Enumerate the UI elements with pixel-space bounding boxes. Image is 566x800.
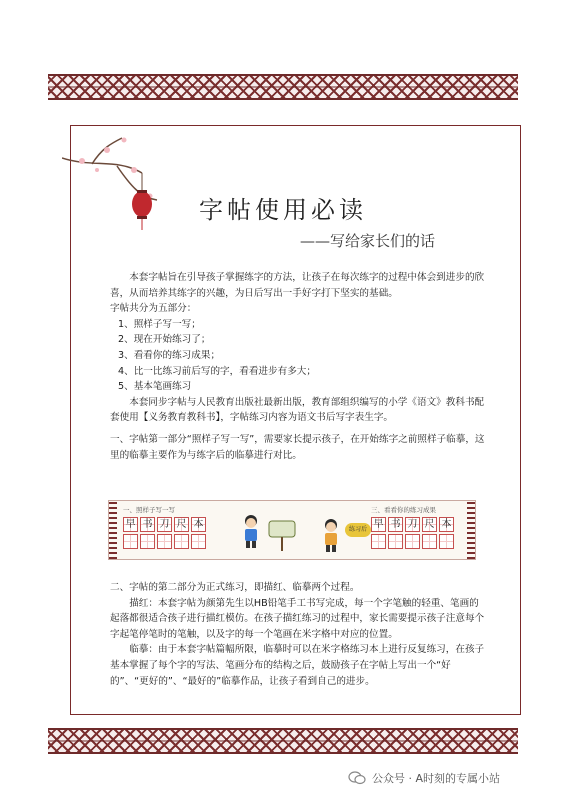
practice-cell xyxy=(140,534,155,549)
practice-cell xyxy=(422,534,437,549)
practice-right-label: 三、看看你的练习成果 xyxy=(371,506,436,514)
page-title: 字帖使用必读 xyxy=(199,196,367,224)
practice-cell xyxy=(157,534,172,549)
part-item: 3、看看你的练习成果； xyxy=(118,349,221,361)
practice-sign-text: 练习后 xyxy=(345,523,371,537)
part-item: 4、比一比练习前后写的字，看看进步有多大； xyxy=(118,365,316,377)
child-figure-icon xyxy=(237,513,265,549)
practice-char: 尺 xyxy=(422,517,437,532)
practice-cell xyxy=(123,534,138,549)
practice-char: 尺 xyxy=(174,517,189,532)
section-2-heading: 二、字帖的第二部分为正式练习，即描红、临摹两个过程。 xyxy=(110,582,360,593)
linmo-paragraph: 临摹：由于本套字帖篇幅所限，临摹时可以在米字格练习本上进行反复练习，在孩子基本掌握了每个字的写法、笔画分布的结构之后，鼓励孩子在字帖上写出一个“好的”、“更好的”、“最好的”临摹作品，让孩子看到自己的进步。 xyxy=(110,644,485,687)
practice-cell xyxy=(174,534,189,549)
practice-char: 刀 xyxy=(157,517,172,532)
practice-char: 本 xyxy=(439,517,454,532)
practice-cell xyxy=(191,534,206,549)
part-item: 1、照样子写一写； xyxy=(118,318,201,330)
body-text-lower xyxy=(110,580,486,689)
footer-watermark xyxy=(348,770,500,786)
child-figure-icon xyxy=(317,517,345,553)
parts-heading: 字帖共分为五部分： xyxy=(110,303,197,315)
section-1-text: 一、字帖第一部分“照样子写一写”，需要家长提示孩子，在开始练字之前照样子临摹，这里的临摹主要作为与练字后的临摹进行对比。 xyxy=(110,433,485,461)
practice-char: 本 xyxy=(191,517,206,532)
practice-before xyxy=(123,505,208,549)
sign-board-icon xyxy=(267,519,297,551)
practice-cell xyxy=(439,534,454,549)
practice-char: 早 xyxy=(123,517,138,532)
practice-illustration xyxy=(108,500,476,560)
practice-char: 书 xyxy=(140,517,155,532)
practice-char: 早 xyxy=(371,517,386,532)
part-item: 5、基本笔画练习 xyxy=(118,381,192,393)
practice-after xyxy=(371,505,456,549)
decorative-border-bottom xyxy=(48,728,518,754)
practice-left-label: 一、照样子写一写 xyxy=(123,506,175,514)
practice-char: 刀 xyxy=(405,517,420,532)
practice-cell xyxy=(405,534,420,549)
intro-paragraph: 本套字帖旨在引导孩子掌握练字的方法，让孩子在每次练字的过程中体会到进步的欣喜，从而培养其练字的兴趣，为日后写出一手好字打下坚实的基础。 xyxy=(110,272,485,299)
footer-text: 公众号 · A时刻的专属小站 xyxy=(372,772,501,785)
practice-char: 书 xyxy=(388,517,403,532)
page-subtitle: ——写给家长们的话 xyxy=(300,232,436,250)
practice-cell xyxy=(371,534,386,549)
edition-note: 本套同步字帖与人民教育出版社最新出版，教育部组织编写的小学《语文》教科书配套使用【义务教育教科书】，字帖练习内容为语文书后写字表生字。 xyxy=(110,396,485,424)
part-item: 2、现在开始练习了； xyxy=(118,334,211,346)
wechat-icon xyxy=(348,771,366,785)
body-text xyxy=(110,270,486,463)
decorative-border-top xyxy=(48,74,518,100)
practice-cell xyxy=(388,534,403,549)
miaohong-paragraph: 描红：本套字帖为颜第先生以HB铅笔手工书写完成，每一个字笔触的轻重、笔画的起落都很适合孩子进行描红模仿。在孩子描红练习的过程中，家长需要提示孩子注意每个字起笔停笔时的笔触，以及字的每一个笔画在米字格中对应的位置。 xyxy=(110,597,485,640)
